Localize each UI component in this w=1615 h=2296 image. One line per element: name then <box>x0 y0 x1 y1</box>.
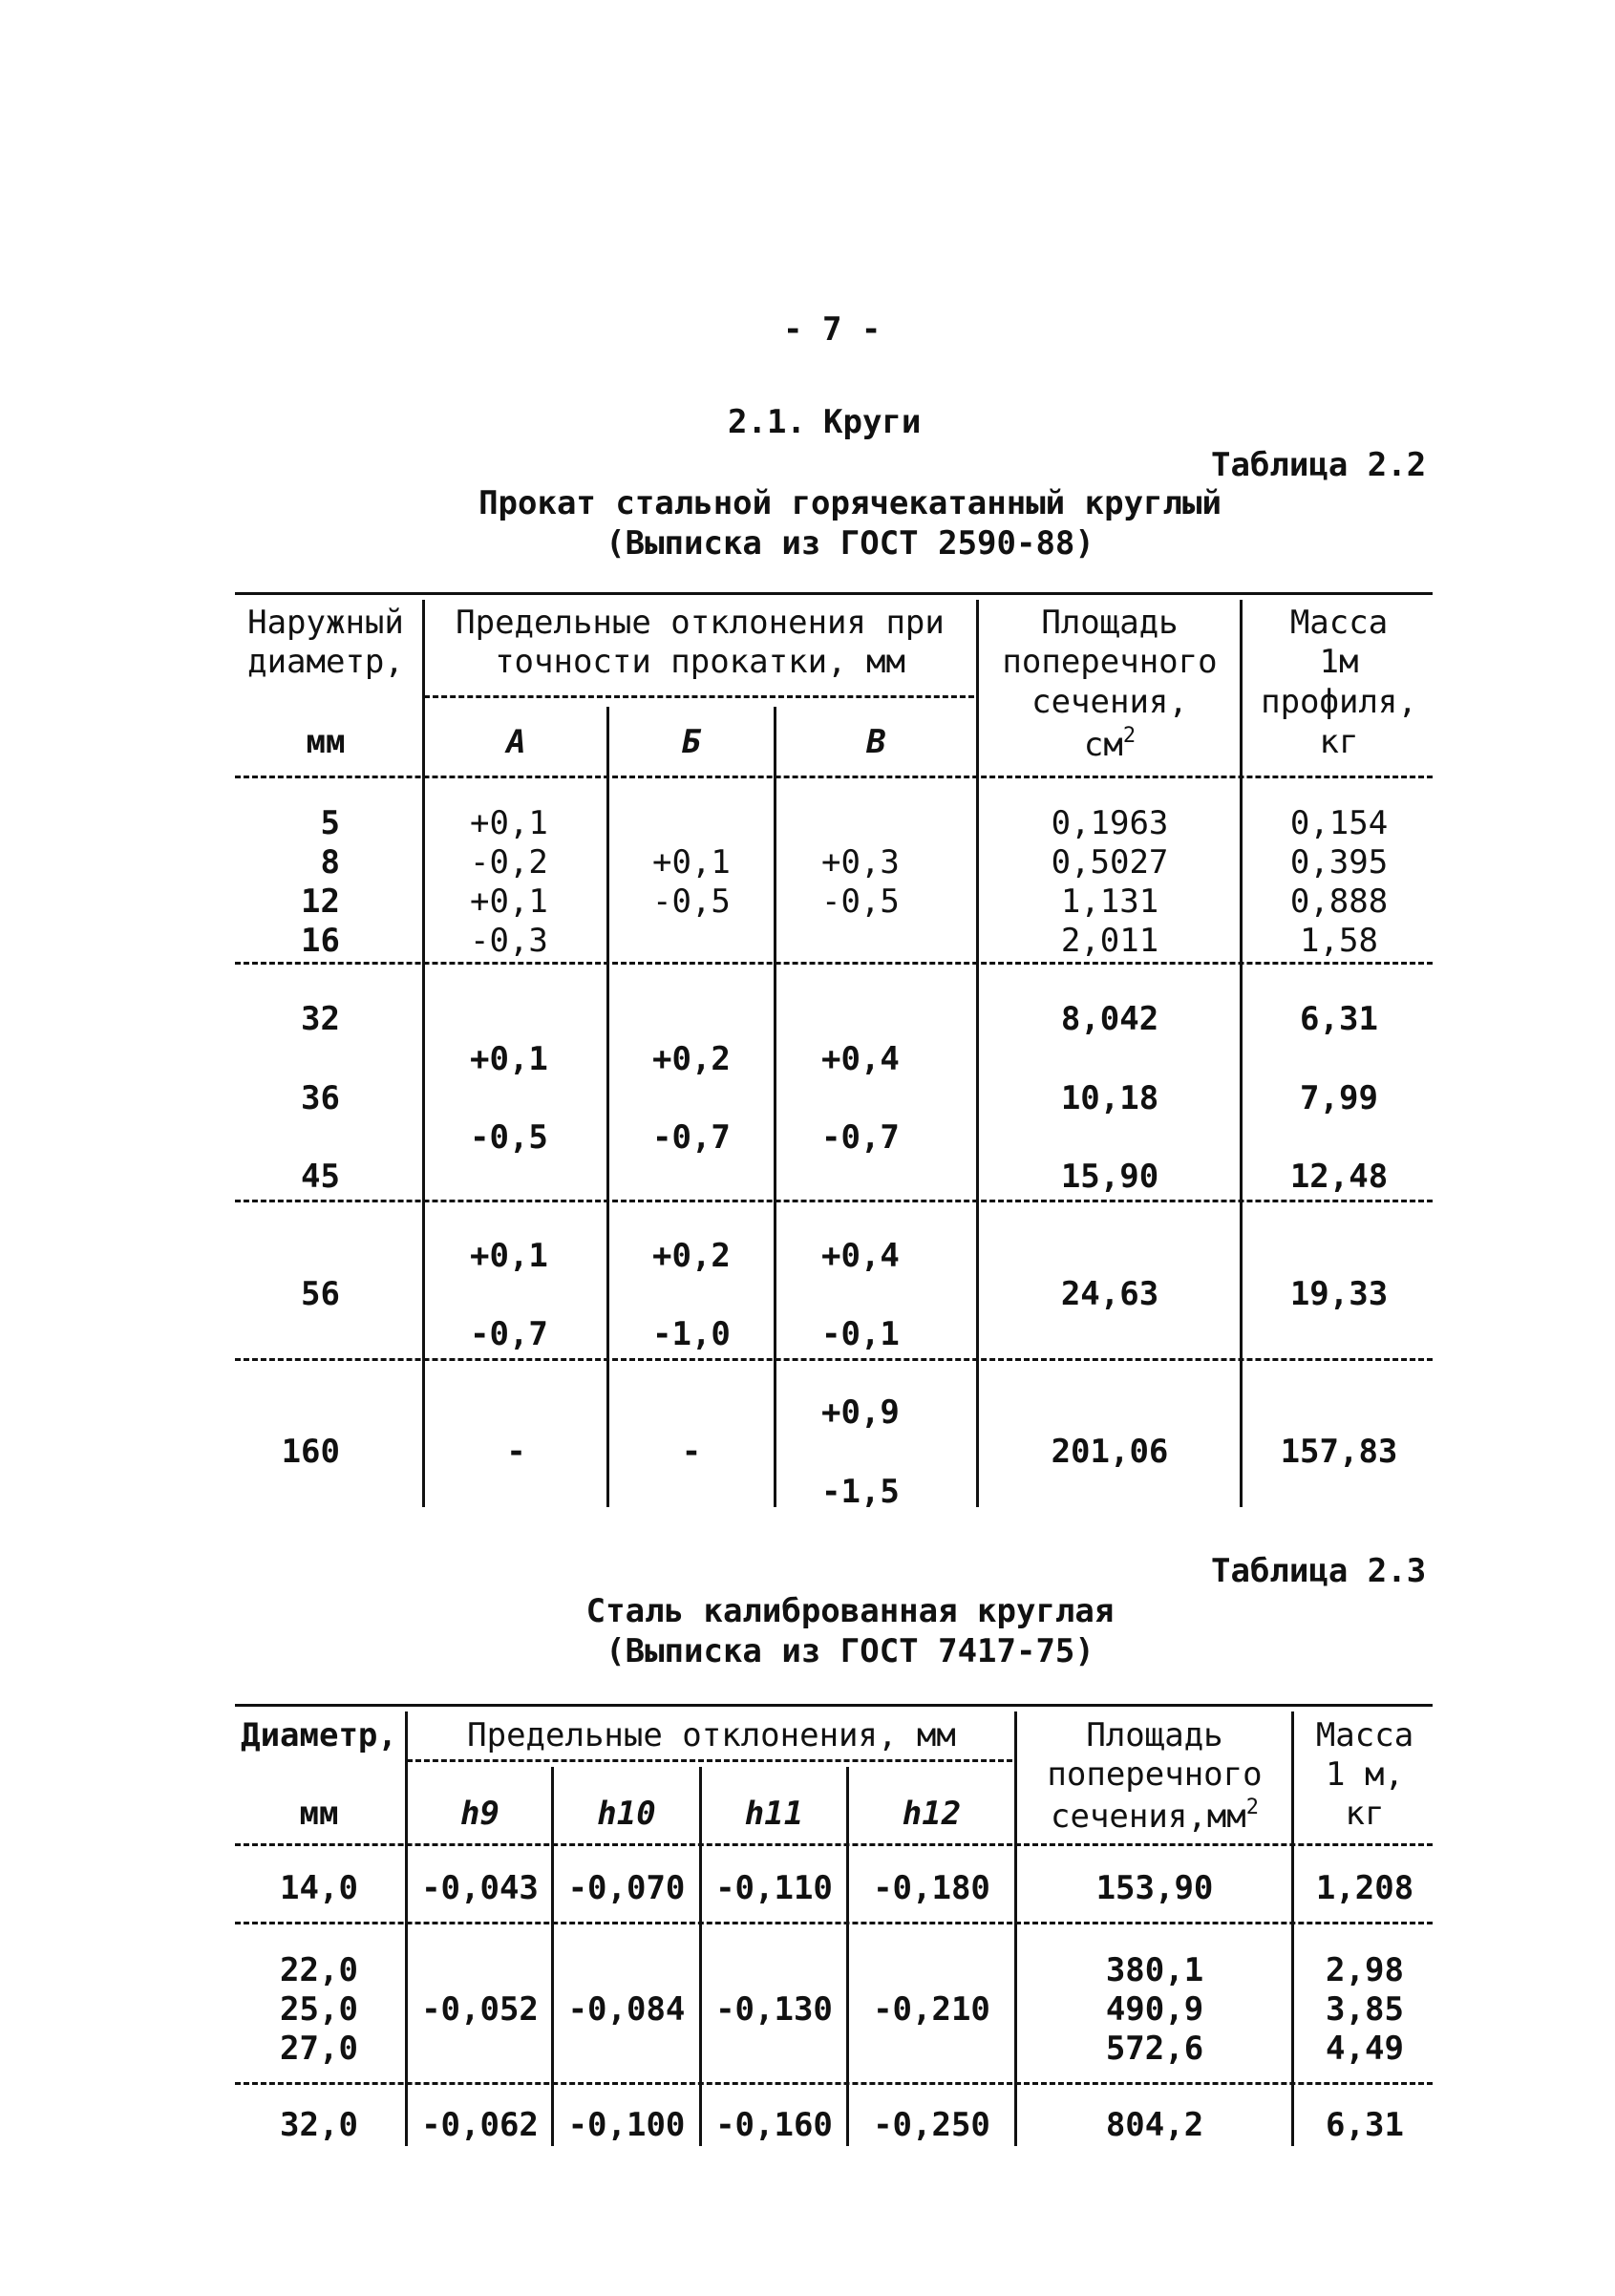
table1-label: Таблица 2.2 <box>1211 446 1427 484</box>
table1-cell-dev-v: +0,9 <box>821 1393 900 1432</box>
table1-header-deviations: Предельные отклонения при <box>456 604 945 642</box>
table2-col-rule <box>551 1767 554 2146</box>
table1-header-divider <box>235 776 1433 778</box>
table1-cell-area: 1,131 <box>1060 882 1159 921</box>
table2-cell-area: 804,2 <box>1105 2106 1204 2144</box>
table2-cell-h9: -0,043 <box>421 1869 539 1907</box>
section-title: Круги <box>823 403 922 441</box>
table1-cell-dev-b: - <box>681 1433 702 1471</box>
table2-cell-mass: 3,85 <box>1326 1990 1404 2029</box>
table2-cell-area: 153,90 <box>1095 1869 1214 1907</box>
table1-cell-mass: 1,58 <box>1300 922 1378 960</box>
table1-cell-dev-b: -0,5 <box>652 882 731 921</box>
table1-cell-dev-a: -0,2 <box>470 843 548 882</box>
table2-header-area-unit: $сечения,мм^2$ <box>1051 1796 1259 1836</box>
table1-header-area-unit: $см^2$ <box>1083 724 1137 764</box>
table1-header-mass: Масса <box>1289 604 1389 642</box>
table1-cell-diameter: 12 <box>301 882 340 921</box>
table1-cell-diameter: 36 <box>301 1079 340 1117</box>
table2-cell-mass: 6,31 <box>1326 2106 1404 2144</box>
table2-cell-h11: -0,110 <box>715 1869 833 1907</box>
table2-header-mass: 1 м, <box>1326 1755 1404 1794</box>
table1-cell-mass: 19,33 <box>1289 1275 1389 1313</box>
table2-cell-h10: -0,100 <box>567 2106 686 2144</box>
table1-title: Прокат стальной горячекатанный круглый <box>478 484 1222 522</box>
table2-cell-h9: -0,052 <box>421 1990 539 2029</box>
table1-header-diameter-unit: мм <box>306 723 346 761</box>
table2-title: Сталь калиброванная круглая <box>585 1592 1115 1630</box>
table2-cell-h12: -0,180 <box>873 1869 990 1907</box>
table2-header-h12: h12 <box>902 1795 962 1833</box>
table1-header-diameter: Наружный <box>247 604 404 642</box>
table2-header-area: Площадь <box>1086 1716 1223 1754</box>
table1-cell-mass: 0,888 <box>1289 882 1389 921</box>
table1-cell-dev-v: -0,1 <box>821 1315 900 1353</box>
table2-col-rule <box>846 1767 849 2146</box>
table1-cell-diameter: 56 <box>301 1275 340 1313</box>
table2-cell-diameter: 22,0 <box>280 1951 358 1989</box>
table2-row-divider <box>235 2082 1433 2085</box>
table2-cell-diameter: 32,0 <box>280 2106 358 2144</box>
table2-header-diameter: Диаметр, <box>241 1716 397 1754</box>
table2-cell-h9: -0,062 <box>421 2106 539 2144</box>
table2-cell-h11: -0,130 <box>715 1990 833 2029</box>
table1-header-accuracy-a: А <box>506 723 526 761</box>
table2-header-divider <box>235 1843 1433 1846</box>
table1-cell-mass: 7,99 <box>1300 1079 1378 1117</box>
table1-cell-diameter: 160 <box>281 1433 340 1471</box>
table1-cell-dev-v: -1,5 <box>821 1473 900 1511</box>
table2-col-rule <box>405 1711 408 2146</box>
table2-cell-area: 572,6 <box>1105 2030 1204 2068</box>
table1-cell-mass: 0,395 <box>1289 843 1389 882</box>
table1-cell-area: 0,1963 <box>1051 804 1169 842</box>
table1-cell-dev-a: -0,7 <box>470 1315 548 1353</box>
table2-cell-h10: -0,070 <box>567 1869 686 1907</box>
table1-header-area: Площадь <box>1041 604 1179 642</box>
table1-cell-area: 8,042 <box>1060 1000 1159 1038</box>
table1-cell-dev-b: -1,0 <box>652 1315 731 1353</box>
table2-cell-diameter: 14,0 <box>280 1869 358 1907</box>
table1-cell-area: 0,5027 <box>1051 843 1169 882</box>
table1-cell-dev-v: -0,5 <box>821 882 900 921</box>
table1-group-divider-1 <box>235 962 1433 965</box>
table1-cell-diameter: 32 <box>301 1000 340 1038</box>
table2-group-divider <box>407 1759 1012 1762</box>
table1-header-area: сечения, <box>1031 683 1188 721</box>
table1-cell-dev-v: +0,4 <box>821 1237 900 1275</box>
table1-group-divider <box>424 695 974 698</box>
table2-subtitle: (Выписка из ГОСТ 7417-75) <box>606 1632 1094 1670</box>
table2-header-deviations: Предельные отклонения, мм <box>467 1716 956 1754</box>
table1-header-deviations: точности прокатки, мм <box>495 643 905 681</box>
table1-cell-diameter: 45 <box>301 1158 340 1196</box>
table2-cell-h12: -0,250 <box>873 2106 990 2144</box>
table1-cell-diameter: 16 <box>301 922 340 960</box>
table1-cell-dev-a: - <box>506 1433 526 1471</box>
table1-cell-area: 15,90 <box>1060 1158 1159 1196</box>
table2-row-divider <box>235 1922 1433 1924</box>
table1-top-rule <box>235 592 1433 595</box>
table1-header-mass: профиля, <box>1261 683 1417 721</box>
table2-cell-diameter: 27,0 <box>280 2030 358 2068</box>
table1-header-mass: 1м <box>1319 643 1359 681</box>
table1-col-rule <box>1240 600 1243 1507</box>
table1-col-rule <box>606 707 609 1507</box>
table2-header-mass-unit: кг <box>1345 1795 1385 1833</box>
table1-cell-dev-v: +0,4 <box>821 1040 900 1078</box>
table2-cell-diameter: 25,0 <box>280 1990 358 2029</box>
table1-cell-mass: 12,48 <box>1289 1158 1389 1196</box>
table1-header-accuracy-v: В <box>866 723 886 761</box>
table1-cell-dev-a: +0,1 <box>470 804 548 842</box>
table2-header-diameter-unit: мм <box>299 1795 339 1833</box>
table2-top-rule <box>235 1704 1433 1707</box>
table2-cell-area: 490,9 <box>1105 1990 1204 2029</box>
table1-col-rule <box>422 600 425 1507</box>
table1-cell-dev-a: +0,1 <box>470 1237 548 1275</box>
table2-col-rule <box>1291 1711 1294 2146</box>
table1-cell-dev-b: +0,1 <box>652 843 731 882</box>
table2-cell-h10: -0,084 <box>567 1990 686 2029</box>
table1-cell-dev-b: +0,2 <box>652 1237 731 1275</box>
table1-cell-area: 201,06 <box>1051 1433 1169 1471</box>
table2-cell-mass: 2,98 <box>1326 1951 1404 1989</box>
table2-header-h10: h10 <box>597 1795 656 1833</box>
table1-header-mass-unit: кг <box>1319 723 1359 761</box>
section-number: 2.1. <box>728 403 806 441</box>
table1-cell-dev-a: -0,5 <box>470 1118 548 1157</box>
table1-cell-dev-a: -0,3 <box>470 922 548 960</box>
table2-label: Таблица 2.3 <box>1211 1552 1427 1590</box>
table1-cell-area: 24,63 <box>1060 1275 1159 1313</box>
table2-header-h9: h9 <box>460 1795 499 1833</box>
table1-col-rule <box>774 707 776 1507</box>
table2-header-mass: Масса <box>1315 1716 1414 1754</box>
table2-col-rule <box>699 1767 702 2146</box>
table1-cell-area: 10,18 <box>1060 1079 1159 1117</box>
table2-header-area: поперечного <box>1047 1755 1263 1794</box>
table1-cell-mass: 157,83 <box>1280 1433 1398 1471</box>
table1-cell-dev-b: -0,7 <box>652 1118 731 1157</box>
table1-group-divider-2 <box>235 1200 1433 1202</box>
table2-col-rule <box>1014 1711 1017 2146</box>
table2-cell-mass: 1,208 <box>1315 1869 1414 1907</box>
table1-cell-dev-v: -0,7 <box>821 1118 900 1157</box>
table1-cell-area: 2,011 <box>1060 922 1159 960</box>
table1-cell-dev-a: +0,1 <box>470 882 548 921</box>
table1-cell-dev-v: +0,3 <box>821 843 900 882</box>
table1-group-divider-3 <box>235 1358 1433 1361</box>
table2-cell-area: 380,1 <box>1105 1951 1204 1989</box>
table2-cell-h12: -0,210 <box>873 1990 990 2029</box>
table1-header-area: поперечного <box>1002 643 1218 681</box>
table1-subtitle: (Выписка из ГОСТ 2590-88) <box>606 524 1094 563</box>
table1-col-rule <box>976 600 979 1507</box>
table2-header-h11: h11 <box>744 1795 804 1833</box>
table2-cell-mass: 4,49 <box>1326 2030 1404 2068</box>
table1-cell-mass: 0,154 <box>1289 804 1389 842</box>
table2-cell-h11: -0,160 <box>715 2106 833 2144</box>
page-number: - 7 - <box>783 310 882 349</box>
table1-header-diameter: диаметр, <box>247 643 404 681</box>
table1-cell-dev-a: +0,1 <box>470 1040 548 1078</box>
table1-cell-mass: 6,31 <box>1300 1000 1378 1038</box>
table1-cell-dev-b: +0,2 <box>652 1040 731 1078</box>
table1-header-accuracy-b: Б <box>681 723 702 761</box>
table1-cell-diameter: 8 <box>320 843 340 882</box>
table1-cell-diameter: 5 <box>320 804 340 842</box>
